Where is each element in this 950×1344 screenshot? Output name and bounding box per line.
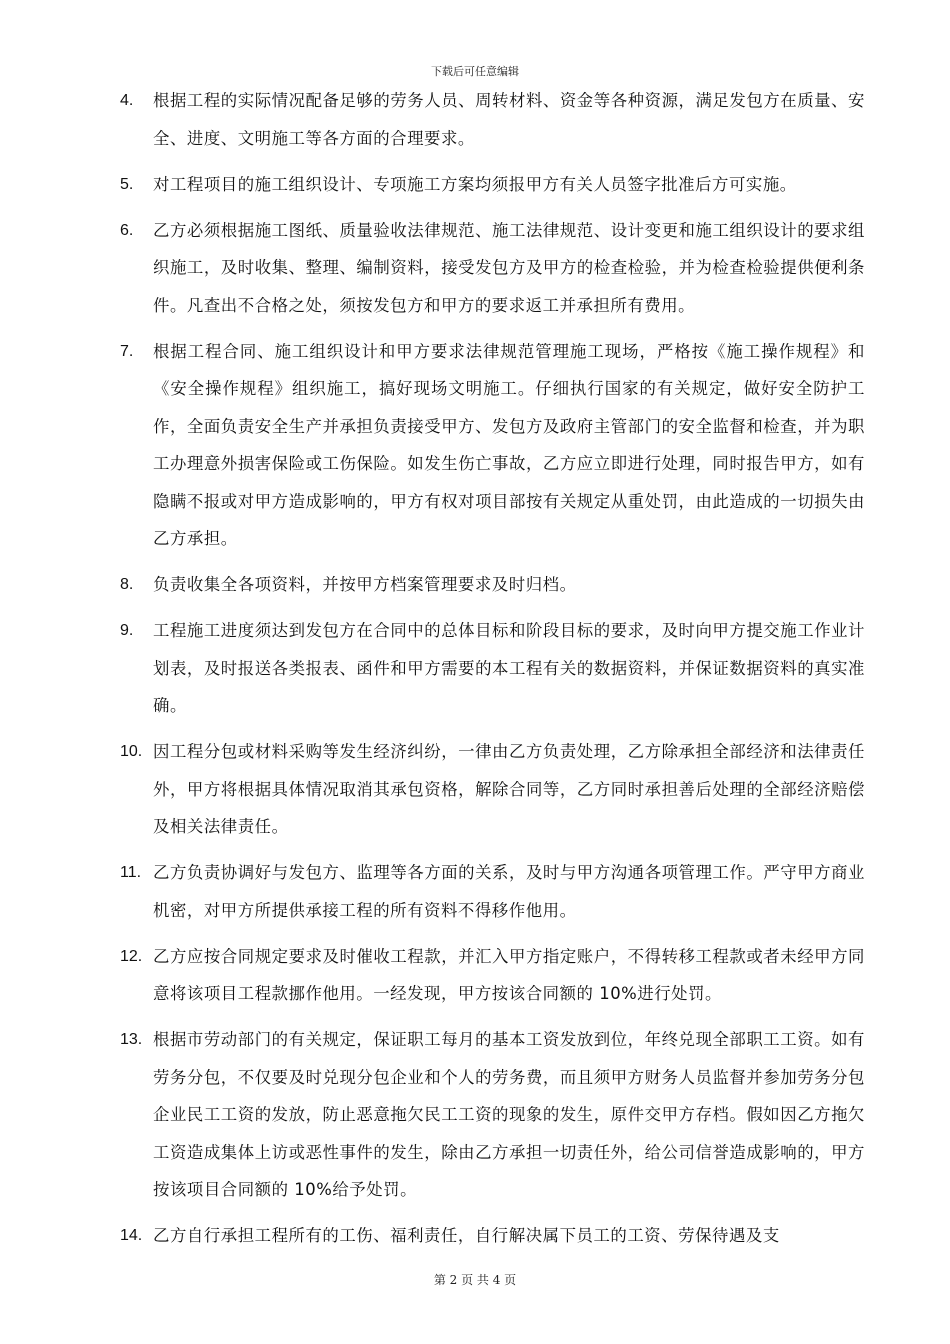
page-number-footer: 第 2 页 共 4 页: [433, 1273, 517, 1287]
item-text: 乙方自行承担工程所有的工伤、福利责任，自行解决属下员工的工资、劳保待遇及支: [153, 1226, 780, 1245]
item-number: 6.: [120, 221, 134, 239]
item-text: 根据市劳动部门的有关规定，保证职工每月的基本工资发放到位，年终兑现全部职工工资。如有劳务分包，不仅要及时兑现分包企业和个人的劳务费，而且须甲方财务人员监督并参加劳务分包企业民工工资的发放，防止恶意拖欠民工工资的现象的发生，原件交甲方存档。假如因乙方拖欠工资造成集体上访或恶性事件的发生，除由乙方承担一切责任外，给公司信誉造成影响的，甲方按该项目合同额的 10%给予处罚。: [153, 1030, 865, 1199]
list-item: [120, 1021, 865, 1209]
item-number: 10.: [120, 743, 143, 760]
item-text: 乙方负责协调好与发包方、监理等各方面的关系，及时与甲方沟通各项管理工作。严守甲方商业机密，对甲方所提供承接工程的所有资料不得移作他用。: [153, 863, 865, 920]
list-item: [120, 333, 865, 558]
item-number: 5.: [120, 175, 134, 193]
item-number: 9.: [120, 622, 134, 639]
item-text: 工程施工进度须达到发包方在合同中的总体目标和阶段目标的要求，及时向甲方提交施工作业计划表，及时报送各类报表、函件和甲方需要的本工程有关的数据资料，并保证数据资料的真实准确。: [153, 621, 865, 715]
item-number: 7.: [120, 342, 134, 360]
item-text: 根据工程合同、施工组织设计和甲方要求法律规范管理施工现场，严格按《施工操作规程》和《安全操作规程》组织施工，搞好现场文明施工。仔细执行国家的有关规定，做好安全防护工作，全面负责安全生产并承担负责接受甲方、发包方及政府主管部门的安全监督和检查，并为职工办理意外损害保险或工伤保险。如发生伤亡事故，乙方应立即进行处理，同时报告甲方，如有隐瞒不报或对甲方造成影响的，甲方有权对项目部按有关规定从重处罚，由此造成的一切损失由乙方承担。: [153, 341, 865, 548]
item-text: 根据工程的实际情况配备足够的劳务人员、周转材料、资金等各种资源，满足发包方在质量、安全、进度、文明施工等各方面的合理要求。: [153, 91, 865, 148]
item-text: 乙方应按合同规定要求及时催收工程款，并汇入甲方指定账户，不得转移工程款或者未经甲方同意将该项目工程款挪作他用。一经发现，甲方按该合同额的 10%进行处罚。: [153, 946, 865, 1003]
item-number: 13.: [120, 1031, 143, 1048]
item-number: 11.: [120, 864, 142, 881]
list-item: [120, 938, 865, 1013]
list-item: [120, 1217, 865, 1255]
item-number: 12.: [120, 947, 143, 965]
page-header-note: 下载后可任意编辑: [431, 65, 519, 78]
list-item: [120, 612, 865, 725]
item-text: 负责收集全各项资料，并按甲方档案管理要求及时归档。: [153, 575, 577, 594]
list-item: [120, 733, 865, 846]
item-text: 对工程项目的施工组织设计、专项施工方案均须报甲方有关人员签字批准后方可实施。: [153, 174, 797, 194]
item-number: 8.: [120, 576, 134, 593]
list-item: [120, 82, 865, 157]
list-item: [120, 166, 865, 204]
item-number: 4.: [120, 92, 134, 109]
item-text: 乙方必须根据施工图纸、质量验收法律规范、施工法律规范、设计变更和施工组织设计的要求组织施工，及时收集、整理、编制资料，接受发包方及甲方的检查检验，并为检查检验提供便利条件。凡查出不合格之处，须按发包方和甲方的要求返工并承担所有费用。: [153, 220, 865, 315]
list-item: [120, 566, 865, 604]
item-text: 因工程分包或材料采购等发生经济纠纷，一律由乙方负责处理，乙方除承担全部经济和法律责任外，甲方将根据具体情况取消其承包资格，解除合同等，乙方同时承担善后处理的全部经济赔偿及相关法律责任。: [153, 742, 865, 836]
item-number: 14.: [120, 1227, 143, 1244]
list-item: [120, 212, 865, 325]
document-body: [120, 82, 865, 1263]
list-item: [120, 854, 865, 929]
